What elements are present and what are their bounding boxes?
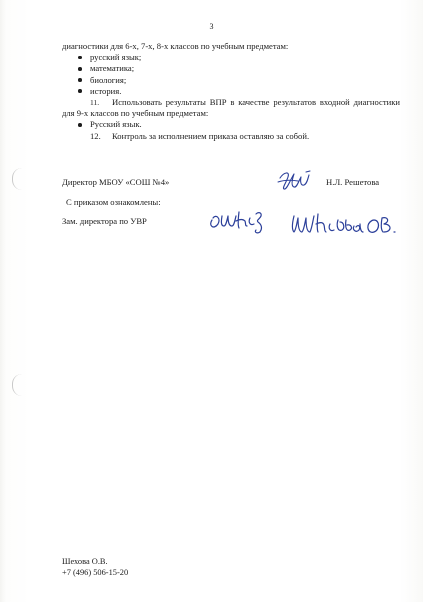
page-number: 3 (209, 22, 214, 31)
footer-contact (62, 557, 128, 578)
director-signature (276, 168, 326, 192)
deputy-signature (206, 206, 276, 236)
item-number: 12. (90, 130, 101, 141)
director-label: Директор МБОУ «СОШ №4» (62, 177, 170, 187)
subjects-list-grades-6-8 (62, 52, 400, 97)
item-number: 11. (90, 98, 100, 108)
order-item-12 (62, 131, 400, 142)
subjects-list-grade-9 (62, 119, 400, 130)
list-item: Русский язык. (90, 119, 400, 130)
punch-hole-mark (12, 168, 23, 190)
contact-phone: +7 (496) 506-15-20 (62, 567, 129, 577)
order-item-11 (62, 97, 400, 119)
list-item: математика; (90, 63, 400, 74)
acknowledged-label: С приказом ознакомлены: (66, 197, 161, 207)
list-item: биология; (90, 75, 400, 86)
list-item: русский язык; (90, 52, 400, 63)
item-text: Контроль за исполнением приказа оставляю за собой. (112, 130, 310, 141)
punch-hole-mark (12, 374, 23, 396)
director-name: Н.Л. Решетова (326, 177, 380, 187)
contact-name: Шехова О.В. (62, 557, 108, 566)
intro-line: диагностики для 6-х, 7-х, 8-х классов по учебным предметам: (62, 41, 289, 51)
list-item: история. (90, 86, 400, 97)
order-body (62, 41, 400, 142)
deputy-director-label: Зам. директора по УВР (62, 216, 147, 226)
item-text: Использовать результаты ВПР в качестве результатов входной диагностики для 9-х классов по учебным предметам: (62, 97, 400, 119)
deputy-handwritten-name (288, 208, 398, 242)
